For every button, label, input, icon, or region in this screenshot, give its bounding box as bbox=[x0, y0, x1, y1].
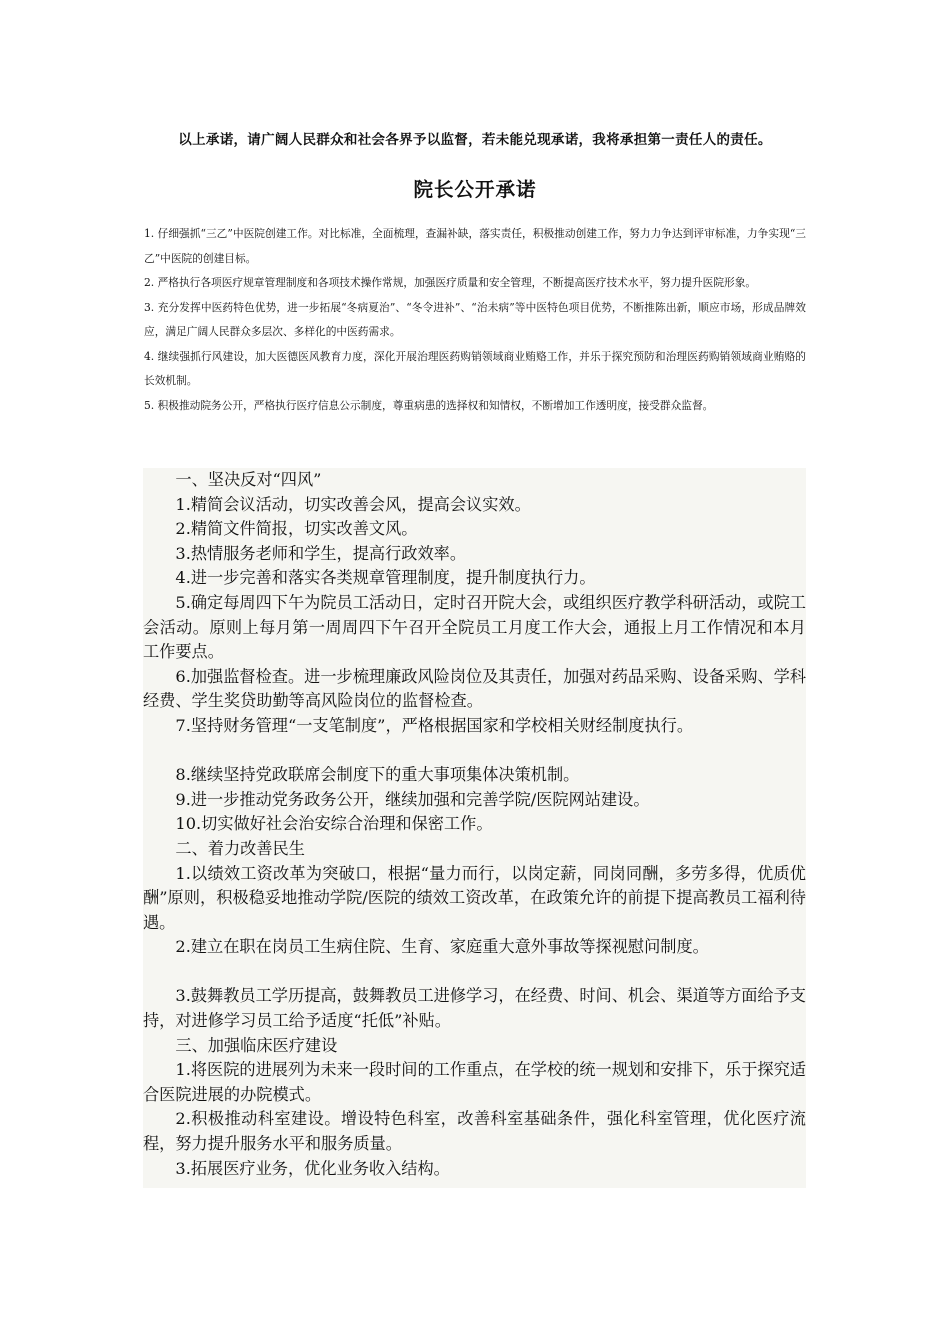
plan-item: 7.坚持财务管理“一支笔制度”，严格根据国家和学校相关财经制度执行。 bbox=[175, 715, 694, 735]
plan-item: 1.精简会议活动，切实改善会风，提高会议实效。 bbox=[175, 494, 531, 514]
plan-item: 3.拓展医疗业务，优化业务收入结构。 bbox=[175, 1158, 450, 1178]
plan-item: 2.精简文件简报，切实改善文风。 bbox=[175, 519, 418, 539]
plan-item: 8.继续坚持党政联席会制度下的重大事项集体决策机制。 bbox=[175, 765, 580, 785]
promise-item: 1. 仔细强抓“三乙”中医院创建工作。对比标准，全面梳理，查漏补缺，落实责任，积极推动创建工作，努力力争达到评审标准，力争实现“三乙”中医院的创建目标。 bbox=[144, 227, 806, 265]
intro-statement: 以上承诺，请广阔人民群众和社会各界予以监督，若未能兑现承诺，我将承担第一责任人的责任。 bbox=[178, 132, 772, 148]
section-heading: 三、加强临床医疗建设 bbox=[175, 1035, 338, 1055]
plan-item: 9.进一步推动党务政务公开，继续加强和完善学院/医院网站建设。 bbox=[175, 789, 650, 809]
promise-item: 5. 积极推动院务公开，严格执行医疗信息公示制度，尊重病患的选择权和知情权，不断增加工作透明度，接受群众监督。 bbox=[144, 398, 714, 412]
plan-item: 1.以绩效工资改革为突破口，根据“量力而行，以岗定薪，同岗同酬，多劳多得，优质优酬”原则，积极稳妥地推动学院/医院的绩效工资改革，在政策允许的前提下提高教员工福利待遇。 bbox=[143, 863, 806, 932]
plan-item: 2.建立在职在岗员工生病住院、生育、家庭重大意外事故等探视慰问制度。 bbox=[175, 937, 709, 957]
plan-item: 3.热情服务老师和学生，提高行政效率。 bbox=[175, 543, 467, 563]
promise-list bbox=[144, 222, 806, 418]
section-heading: 一、坚决反对“四风” bbox=[175, 470, 322, 489]
promise-item: 2. 严格执行各项医疗规章管理制度和各项技术操作常规，加强医疗质量和安全管理，不断提高医疗技术水平，努力提升医院形象。 bbox=[144, 276, 757, 289]
page-title: 院长公开承诺 bbox=[413, 178, 537, 201]
work-plan-section bbox=[143, 468, 806, 1188]
plan-item: 6.加强监督检查。进一步梳理廉政风险岗位及其责任，加强对药品采购、设备采购、学科经费、学生奖贷助勤等高风险岗位的监督检查。 bbox=[143, 666, 806, 711]
plan-item: 3.鼓舞教员工学历提高，鼓舞教员工进修学习，在经费、时间、机会、渠道等方面给予支持，对进修学习员工给予适度“托低”补贴。 bbox=[143, 986, 806, 1031]
blank-line bbox=[143, 739, 806, 764]
promise-item: 3. 充分发挥中医药特色优势，进一步拓展“冬病夏治”、“冬令进补”、“治未病”等中医特色项目优势，不断推陈出新，顺应市场，形成品牌效应，满足广阔人民群众多层次、多样化的中医药需求。 bbox=[144, 300, 806, 338]
plan-item: 4.进一步完善和落实各类规章管理制度，提升制度执行力。 bbox=[175, 568, 596, 588]
blank-line bbox=[143, 960, 806, 985]
plan-item: 2.积极推动科室建设。增设特色科室，改善科室基础条件，强化科室管理，优化医疗流程，努力提升服务水平和服务质量。 bbox=[143, 1109, 806, 1154]
promise-item: 4. 继续强抓行风建设，加大医德医风教育力度，深化开展治理医药购销领域商业贿赂工作，并乐于探究预防和治理医药购销领域商业贿赂的长效机制。 bbox=[144, 349, 806, 387]
plan-item: 1.将医院的进展列为未来一段时间的工作重点，在学校的统一规划和安排下，乐于探究适合医院进展的办院模式。 bbox=[143, 1060, 806, 1104]
plan-item: 10.切实做好社会治安综合治理和保密工作。 bbox=[175, 814, 493, 834]
plan-item: 5.确定每周四下午为院员工活动日，定时召开院大会，或组织医疗教学科研活动，或院工会活动。原则上每月第一周周四下午召开全院员工月度工作大会，通报上月工作情况和本月工作要点。 bbox=[143, 592, 806, 662]
section-heading: 二、着力改善民生 bbox=[175, 838, 305, 858]
